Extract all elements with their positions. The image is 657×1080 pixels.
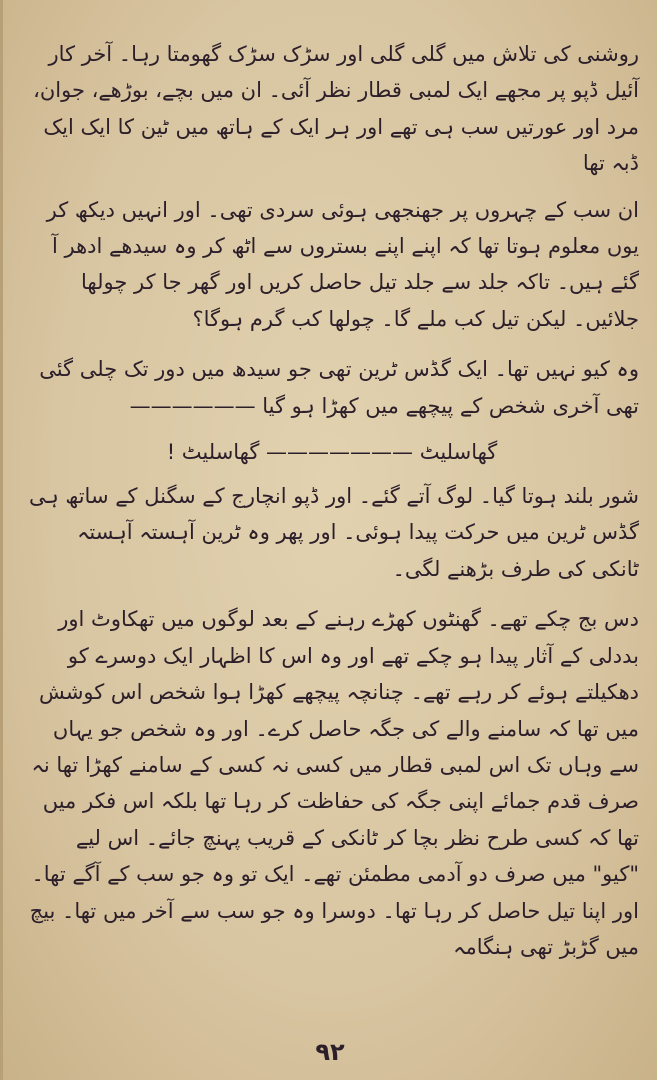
paragraph-3: وہ کیو نہیں تھا۔ ایک گڈس ٹرین تھی جو سیدھ میں دور تک چلی گئی تھی آخری شخص کے پیچھے میں کھڑا ہو گیا —————— (39, 357, 639, 418)
paragraph-2: ان سب کے چہروں پر جھنجھی ہوئی سردی تھی۔ اور انہیں دیکھ کر یوں معلوم ہوتا تھا کہ اپنے اپنے بستروں سے اٹھ کر وہ سیدھے ادھر آ گئے ہیں۔ تاکہ جلد سے جلد تیل حاصل کریں اور گھر جا کر چولھا جلائیں۔ لیکن تیل کب ملے گا۔ چولھا کب گرم ہوگا؟ (46, 197, 639, 331)
paragraph-5: شور بلند ہوتا گیا۔ لوگ آتے گئے۔ اور ڈپو انچارج کے سگنل کے ساتھ ہی گڈس ٹرین میں حرکت پیدا ہوئی۔ اور پھر وہ ٹرین آہستہ آہستہ ٹانکی کی طرف بڑھنے لگی۔ (28, 484, 639, 581)
paragraph-1: روشنی کی تلاش میں گلی گلی اور سڑک سڑک گھومتا رہا۔ آخر کار آئیل ڈپو پر مجھے ایک لمبی قطار نظر آئی۔ ان میں بچے، بوڑھے، جوان، مرد اور عورتیں سب ہی تھے اور ہر ایک کے ہاتھ میں ٹین کا ایک ایک ڈبہ تھا (33, 42, 639, 176)
page-text (25, 36, 639, 979)
shout-line: گھاسلیٹ ——————— گھاسلیٹ ! (166, 440, 498, 465)
paragraph-6: دس بج چکے تھے۔ گھنٹوں کھڑے رہنے کے بعد لوگوں میں تھکاوٹ اور بددلی کے آثار پیدا ہو چکے تھے اور وہ اس کا اظہار ایک دوسرے کو دھکیلتے ہوئے کر رہے تھے۔ چنانچہ پیچھے کھڑا ہوا شخص اس کوشش میں تھا کہ سامنے والے کی جگہ حاصل کرے۔ اور وہ شخص جو یہاں سے وہاں تک اس لمبی قطار میں کسی نہ کسی کے سامنے کھڑا تھا نہ صرف قدم جمائے اپنی جگہ کی حفاظت کر رہا تھا بلکہ اس فکر میں تھا کہ کسی طرح نظر بچا کر ٹانکی کے قریب پہنچ جائے۔ اس لیے "کیو" میں صرف دو آدمی مطمئن تھے۔ ایک تو وہ جو سب کے آگے تھا۔ اور اپنا تیل حاصل کر رہا تھا۔ دوسرا وہ جو سب سے آخر میں تھا۔ بیچ میں گڑبڑ تھی ہنگامہ (29, 607, 639, 959)
page-number: ۹۲ (315, 1038, 345, 1066)
